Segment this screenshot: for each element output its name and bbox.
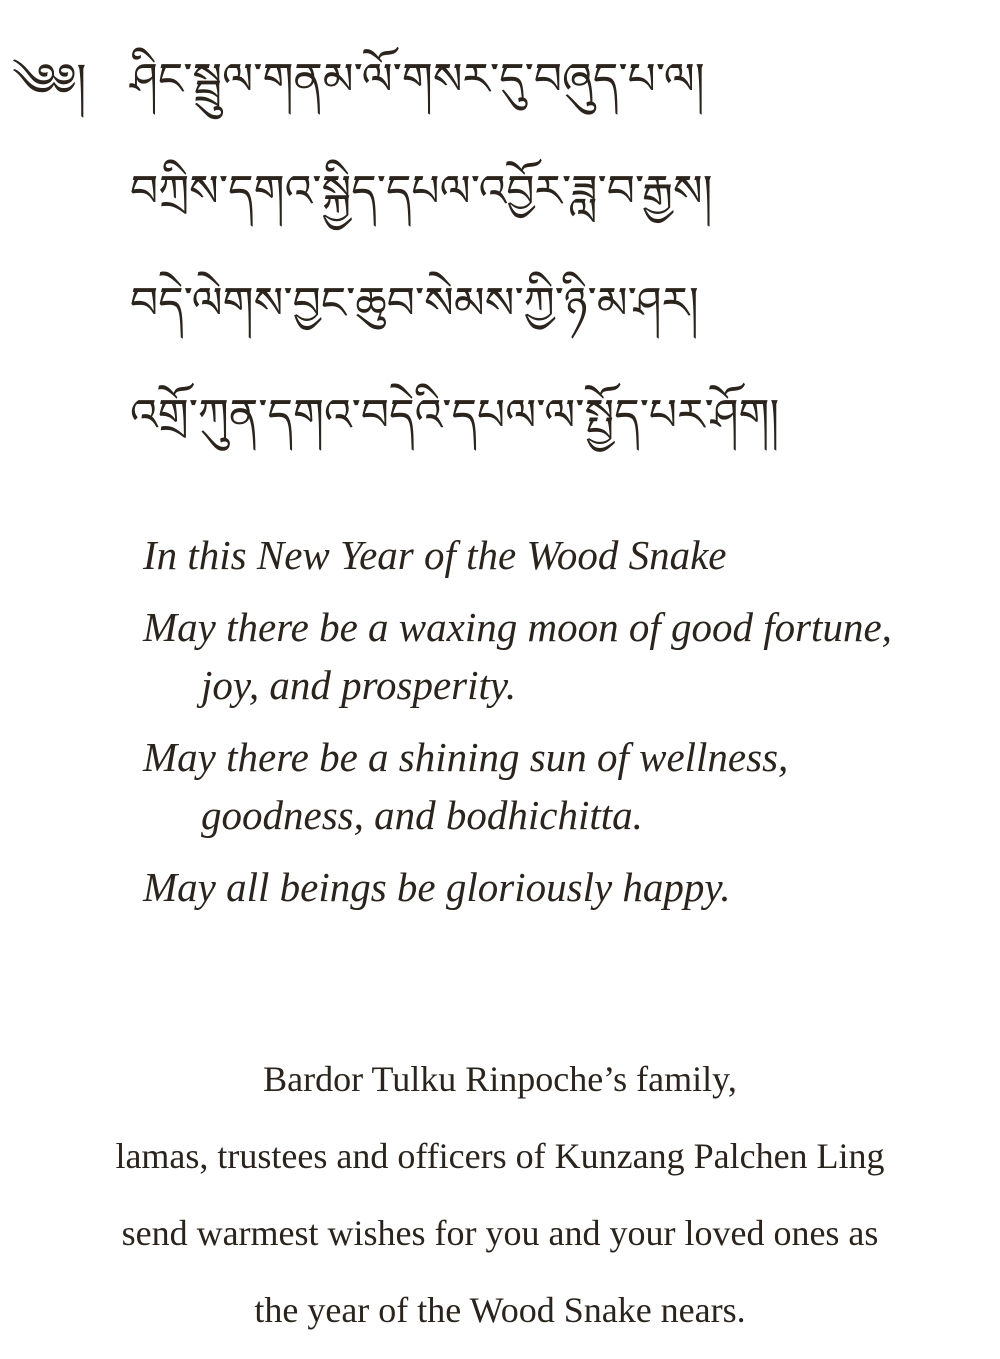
sender-line: send warmest wishes for you and your loved ones as bbox=[121, 1213, 879, 1253]
verse-line: May there be a shining sun of wellness, bbox=[143, 734, 789, 780]
tibetan-line: ཤིང་སྦྲུལ་གནམ་ལོ་གསར་དུ་བཞུད་པ་ལ། bbox=[130, 54, 705, 105]
verse-stanza bbox=[143, 526, 993, 584]
verse-stanza bbox=[143, 728, 993, 844]
verse-line: May there be a waxing moon of good fortune, bbox=[143, 604, 892, 650]
verse-line: goodness, and bodhichitta. bbox=[201, 792, 643, 838]
verse-stanza bbox=[143, 858, 993, 916]
verse-stanza bbox=[143, 598, 993, 714]
sender-line: lamas, trustees and officers of Kunzang Palchen Ling bbox=[115, 1136, 885, 1176]
verse-line: May all beings be gloriously happy. bbox=[143, 864, 731, 910]
tibetan-line: བཀྲིས་དགའ་སྐྱིད་དཔལ་འབྱོར་ཟླ་བ་རྒྱས། bbox=[130, 166, 713, 217]
verse-line: joy, and prosperity. bbox=[201, 662, 517, 708]
tibetan-line: འགྲོ་ཀུན་དགའ་བདེའི་དཔལ་ལ་སྤྱོད་པར་ཤོག། bbox=[130, 390, 780, 441]
sender-line: Bardor Tulku Rinpoche’s family, bbox=[263, 1059, 737, 1099]
tibetan-opening-mark: ༄༅། bbox=[12, 53, 87, 107]
tibetan-line: བདེ་ལེགས་བྱང་ཆུབ་སེམས་ཀྱི་ཉི་མ་ཤར། bbox=[130, 278, 699, 329]
english-verse bbox=[143, 526, 993, 930]
verse-line: In this New Year of the Wood Snake bbox=[143, 532, 727, 578]
sender-message bbox=[0, 1050, 1000, 1358]
sender-line: the year of the Wood Snake nears. bbox=[254, 1290, 746, 1330]
